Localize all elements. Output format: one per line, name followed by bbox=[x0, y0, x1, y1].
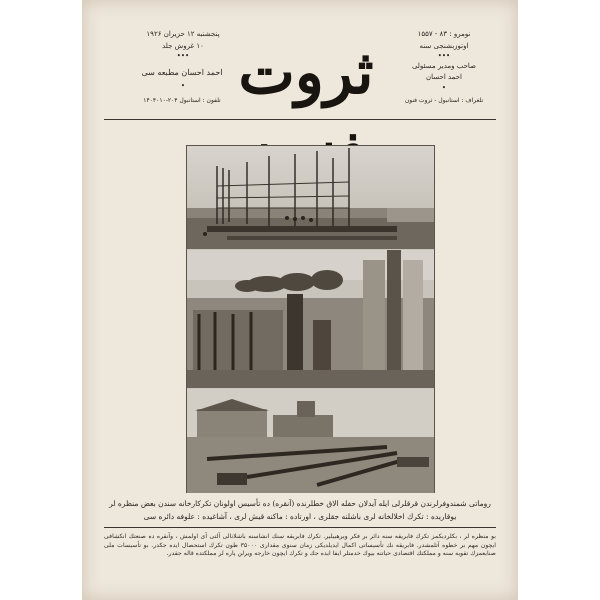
price-line: ۱۰ غروش جلد bbox=[162, 42, 204, 50]
proprietor-label: صاحب ومدير مسئولى bbox=[411, 62, 477, 70]
timber-formwork-photo bbox=[187, 250, 434, 388]
address-line: تلغراف : استانبول - ثروت فنون bbox=[404, 97, 484, 104]
header-rule bbox=[104, 119, 496, 120]
caption-rule bbox=[104, 527, 496, 528]
printer-line: احمد احسان مطبعه سى bbox=[141, 68, 223, 77]
masthead-title: ثروت bbox=[238, 38, 374, 108]
photo-caption-line-1: روماتى شمندوفرلرندن قرقلرلى ايله آيدلان حفله الاق خطلرنده (آنقره) ده تأسيس اولونان تكركارخانه سندن بعض منظره لر bbox=[109, 499, 491, 508]
photo-caption-line-2: يوقاريده : تكرك اخلالخانه لرى باشلنه جقلرى ، اورتاده : ماكنه قيش لرى ، آشاغيده : علوفه دائره سى bbox=[143, 512, 457, 521]
ornament-dots-right: ••• bbox=[437, 52, 451, 60]
steel-frame-construction-photo bbox=[187, 146, 434, 249]
photo-collage bbox=[186, 145, 435, 493]
ornament-dots-left: ••• bbox=[176, 52, 190, 60]
date-line: پنجشنبه ۱۲ حزيران ۱۹۲۶ bbox=[146, 30, 220, 38]
issue-number: نومرو : ۸۳ - ۱۵۵۷ bbox=[417, 30, 471, 38]
proprietor-name: احمد احسان bbox=[425, 73, 462, 81]
building-site-photo bbox=[187, 389, 434, 493]
issue-year: اوتوزبشنجی سنه bbox=[419, 42, 469, 50]
article-body: بو منظره لر ، بكلرديكمز تكرك فابريقه سنه دائر بر فكر ويرهبيلير. تكرك فابريقه سنك انشاسنه باشلانالى آلتى آى اولمش ، وآنقره ده صنعتك انكشافى ايچون مهم بر خطوه آتلمشدر. فابريقه نك تأسيساتى اكمال ايديلديكى زمان سنوى مقدارى ۳۵۰۰۰ طون تكرك استحصال ايده جكدر. بو تأسيسات ملى صنايعمزك تقويه سنه و مملكتك اقتصادى حياتنه بيوك خدمتلر ايفا ايده جك و تكرك ايچون خارجه ويرلن پاره لر مملكتده قاله جقدر. bbox=[104, 533, 496, 557]
ornament-dots-right-2: • bbox=[441, 84, 447, 92]
ornament-dots-left-2: • bbox=[180, 82, 186, 90]
phone-line: تلفون : استانبول ۲۰۴-۱۴۰۴۰۱۰ bbox=[143, 97, 221, 104]
